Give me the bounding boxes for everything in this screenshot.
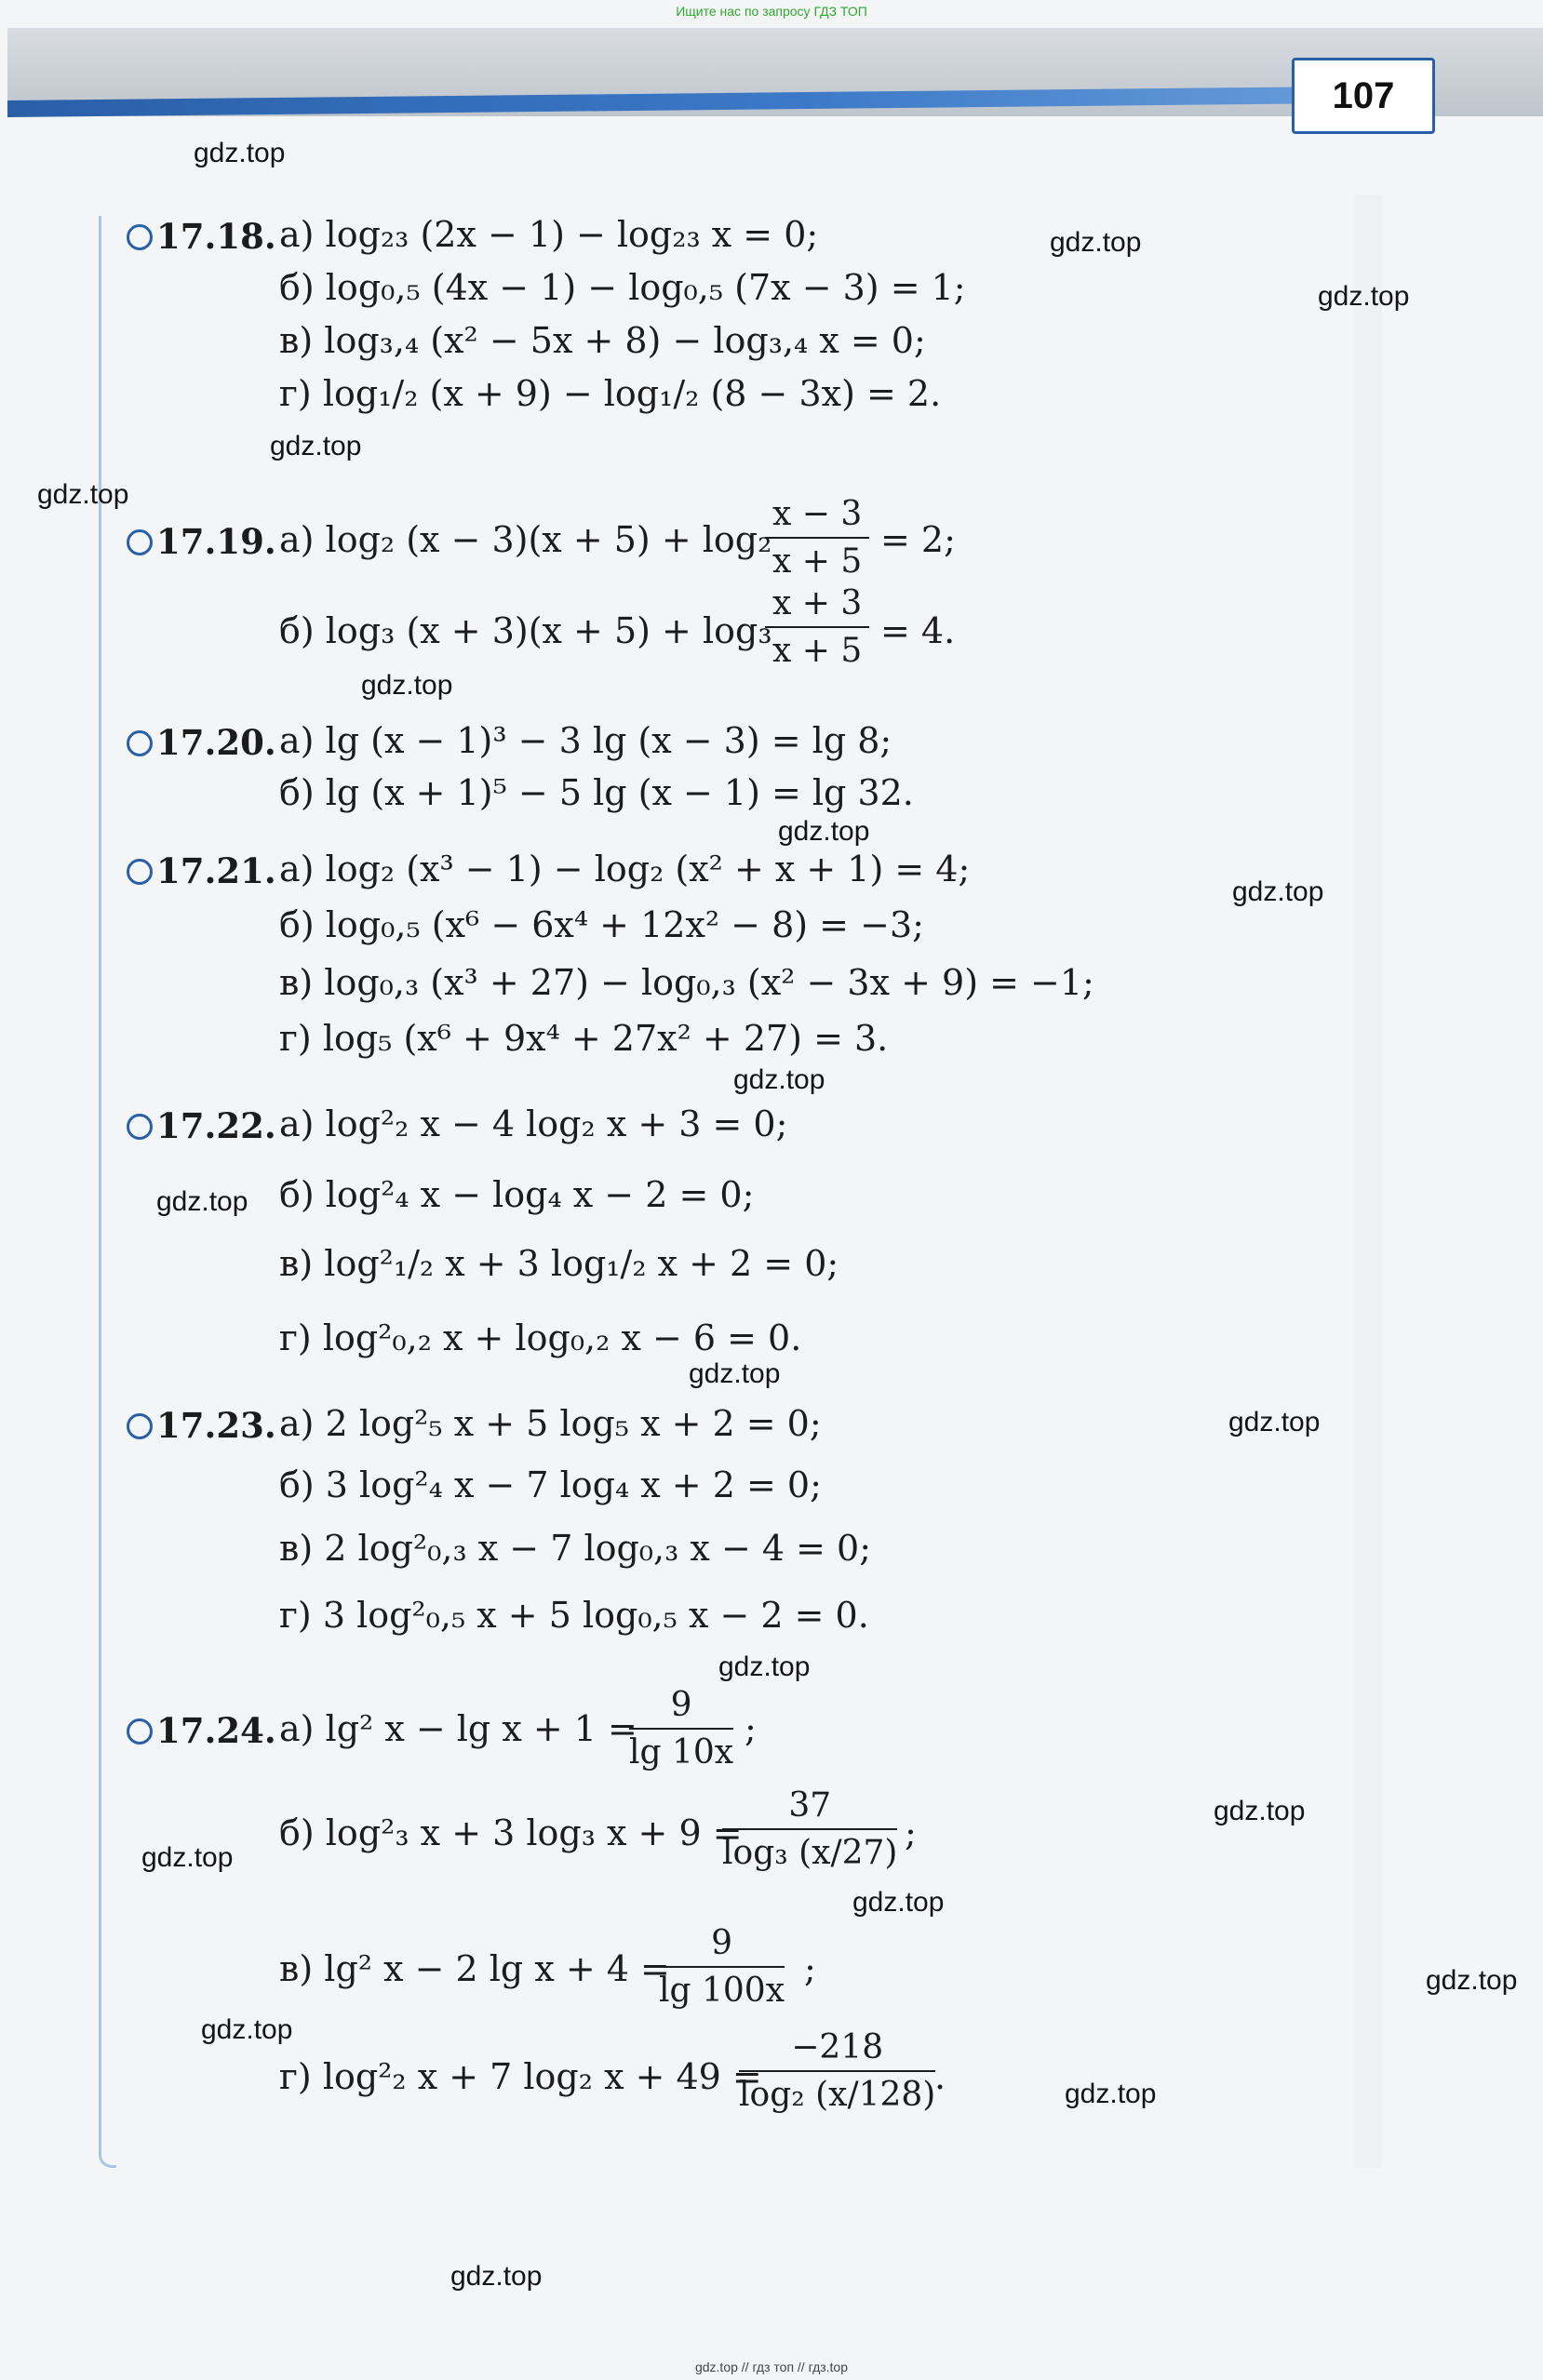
equation: б) log₀,₅ (x⁶ − 6x⁴ + 12x² − 8) = −3; <box>279 904 924 945</box>
equation-rhs: = 2; <box>880 519 956 560</box>
equation: б) lg (x + 1)⁵ − 5 lg (x − 1) = lg 32. <box>279 772 914 813</box>
watermark: gdz.top <box>689 1358 781 1389</box>
top-banner: Ищите нас по запросу ГДЗ ТОП <box>676 4 867 19</box>
watermark: gdz.top <box>194 138 286 168</box>
circle-marker-icon <box>127 730 153 756</box>
equation: г) 3 log²₀,₅ x + 5 log₀,₅ x − 2 = 0. <box>279 1595 869 1636</box>
equation-rhs: ; <box>804 1948 816 1989</box>
equation: а) log₂ (x³ − 1) − log₂ (x² + x + 1) = 4; <box>279 849 971 889</box>
circle-marker-icon <box>127 1114 153 1140</box>
equation: б) log²₃ x + 3 log₃ x + 9 = <box>279 1812 743 1853</box>
watermark: gdz.top <box>1065 2079 1157 2109</box>
circle-marker-icon <box>127 1413 153 1439</box>
equation: в) lg² x − 2 lg x + 4 = <box>279 1948 670 1989</box>
equation: в) log₃,₄ (x² − 5x + 8) − log₃,₄ x = 0; <box>279 320 926 361</box>
equation: а) log²₂ x − 4 log₂ x + 3 = 0; <box>279 1103 788 1144</box>
equation-rhs: ; <box>905 1812 917 1853</box>
fraction: $\frac{-218}{\text{log₂ (x/128)}}$ <box>739 2028 936 2114</box>
watermark: gdz.top <box>1214 1796 1306 1826</box>
problem-number: 17.20. <box>127 722 276 763</box>
watermark: gdz.top <box>156 1186 248 1217</box>
circle-marker-icon <box>127 1718 153 1745</box>
equation: б) log₀,₅ (4x − 1) − log₀,₅ (7x − 3) = 1; <box>279 267 966 308</box>
circle-marker-icon <box>127 529 153 555</box>
equation: г) log²₂ x + 7 log₂ x + 49 = <box>279 2056 762 2097</box>
equation: а) 2 log²₅ x + 5 log₅ x + 2 = 0; <box>279 1403 822 1444</box>
watermark: gdz.top <box>270 431 362 461</box>
equation: в) 2 log²₀,₃ x − 7 log₀,₃ x − 4 = 0; <box>279 1528 872 1569</box>
side-panel <box>1354 195 1382 2168</box>
circle-marker-icon <box>127 859 153 885</box>
circle-marker-icon <box>127 224 153 250</box>
equation: в) log₀,₃ (x³ + 27) − log₀,₃ (x² − 3x + 9) = −1; <box>279 962 1094 1003</box>
equation: г) log₅ (x⁶ + 9x⁴ + 27x² + 27) = 3. <box>279 1018 889 1059</box>
problem-number: 17.21. <box>127 850 276 891</box>
watermark: gdz.top <box>1426 1965 1518 1996</box>
fraction: $\frac{9}{\lg 10x}$ <box>629 1686 734 1772</box>
problem-number: 17.23. <box>127 1405 276 1446</box>
equation: б) log₃ (x + 3)(x + 5) + log₃ <box>279 610 772 651</box>
equation: в) log²₁/₂ x + 3 log₁/₂ x + 2 = 0; <box>279 1243 839 1284</box>
watermark: gdz.top <box>718 1651 811 1682</box>
equation: а) lg² x − lg x + 1 = <box>279 1708 637 1749</box>
watermark: gdz.top <box>1228 1407 1321 1437</box>
equation: г) log²₀,₂ x + log₀,₂ x − 6 = 0. <box>279 1317 802 1358</box>
fraction: $\frac{37}{\text{log₃ (x/27)}}$ <box>722 1786 898 1872</box>
problem-number: 17.22. <box>127 1105 276 1146</box>
watermark: gdz.top <box>1232 876 1324 907</box>
watermark: gdz.top <box>201 2014 293 2045</box>
equation: г) log₁/₂ (x + 9) − log₁/₂ (8 − 3x) = 2. <box>279 373 942 414</box>
problem-number: 17.19. <box>127 521 276 562</box>
problem-number: 17.24. <box>127 1710 276 1751</box>
watermark: gdz.top <box>733 1064 825 1095</box>
equation-rhs: = 4. <box>880 610 956 651</box>
equation: а) log₂₃ (2x − 1) − log₂₃ x = 0; <box>279 214 819 255</box>
fraction: $\frac{x + 3}{x + 5}$ <box>765 584 869 670</box>
watermark: gdz.top <box>37 479 129 510</box>
watermark: gdz.top <box>141 1842 234 1873</box>
fraction: $\frac{x - 3}{x + 5}$ <box>765 495 869 581</box>
watermark: gdz.top <box>852 1887 945 1918</box>
equation: б) log²₄ x − log₄ x − 2 = 0; <box>279 1174 755 1215</box>
watermark: gdz.top <box>361 670 453 701</box>
watermark: gdz.top <box>778 816 870 847</box>
equation: а) log₂ (x − 3)(x + 5) + log₂ <box>279 519 772 560</box>
equation: а) lg (x − 1)³ − 3 lg (x − 3) = lg 8; <box>279 720 892 761</box>
equation-rhs: . <box>934 2056 946 2097</box>
equation: б) 3 log²₄ x − 7 log₄ x + 2 = 0; <box>279 1464 822 1505</box>
equation-rhs: ; <box>745 1708 757 1749</box>
watermark: gdz.top <box>1318 281 1410 312</box>
bottom-banner: gdz.top // гдз топ // гдз.top <box>694 2360 849 2374</box>
fraction: $\frac{9}{\lg 100x}$ <box>659 1924 785 2010</box>
page-number: 107 <box>1292 58 1435 134</box>
watermark: gdz.top <box>1050 227 1142 258</box>
watermark: gdz.top <box>450 2261 543 2292</box>
problem-number: 17.18. <box>127 216 276 257</box>
